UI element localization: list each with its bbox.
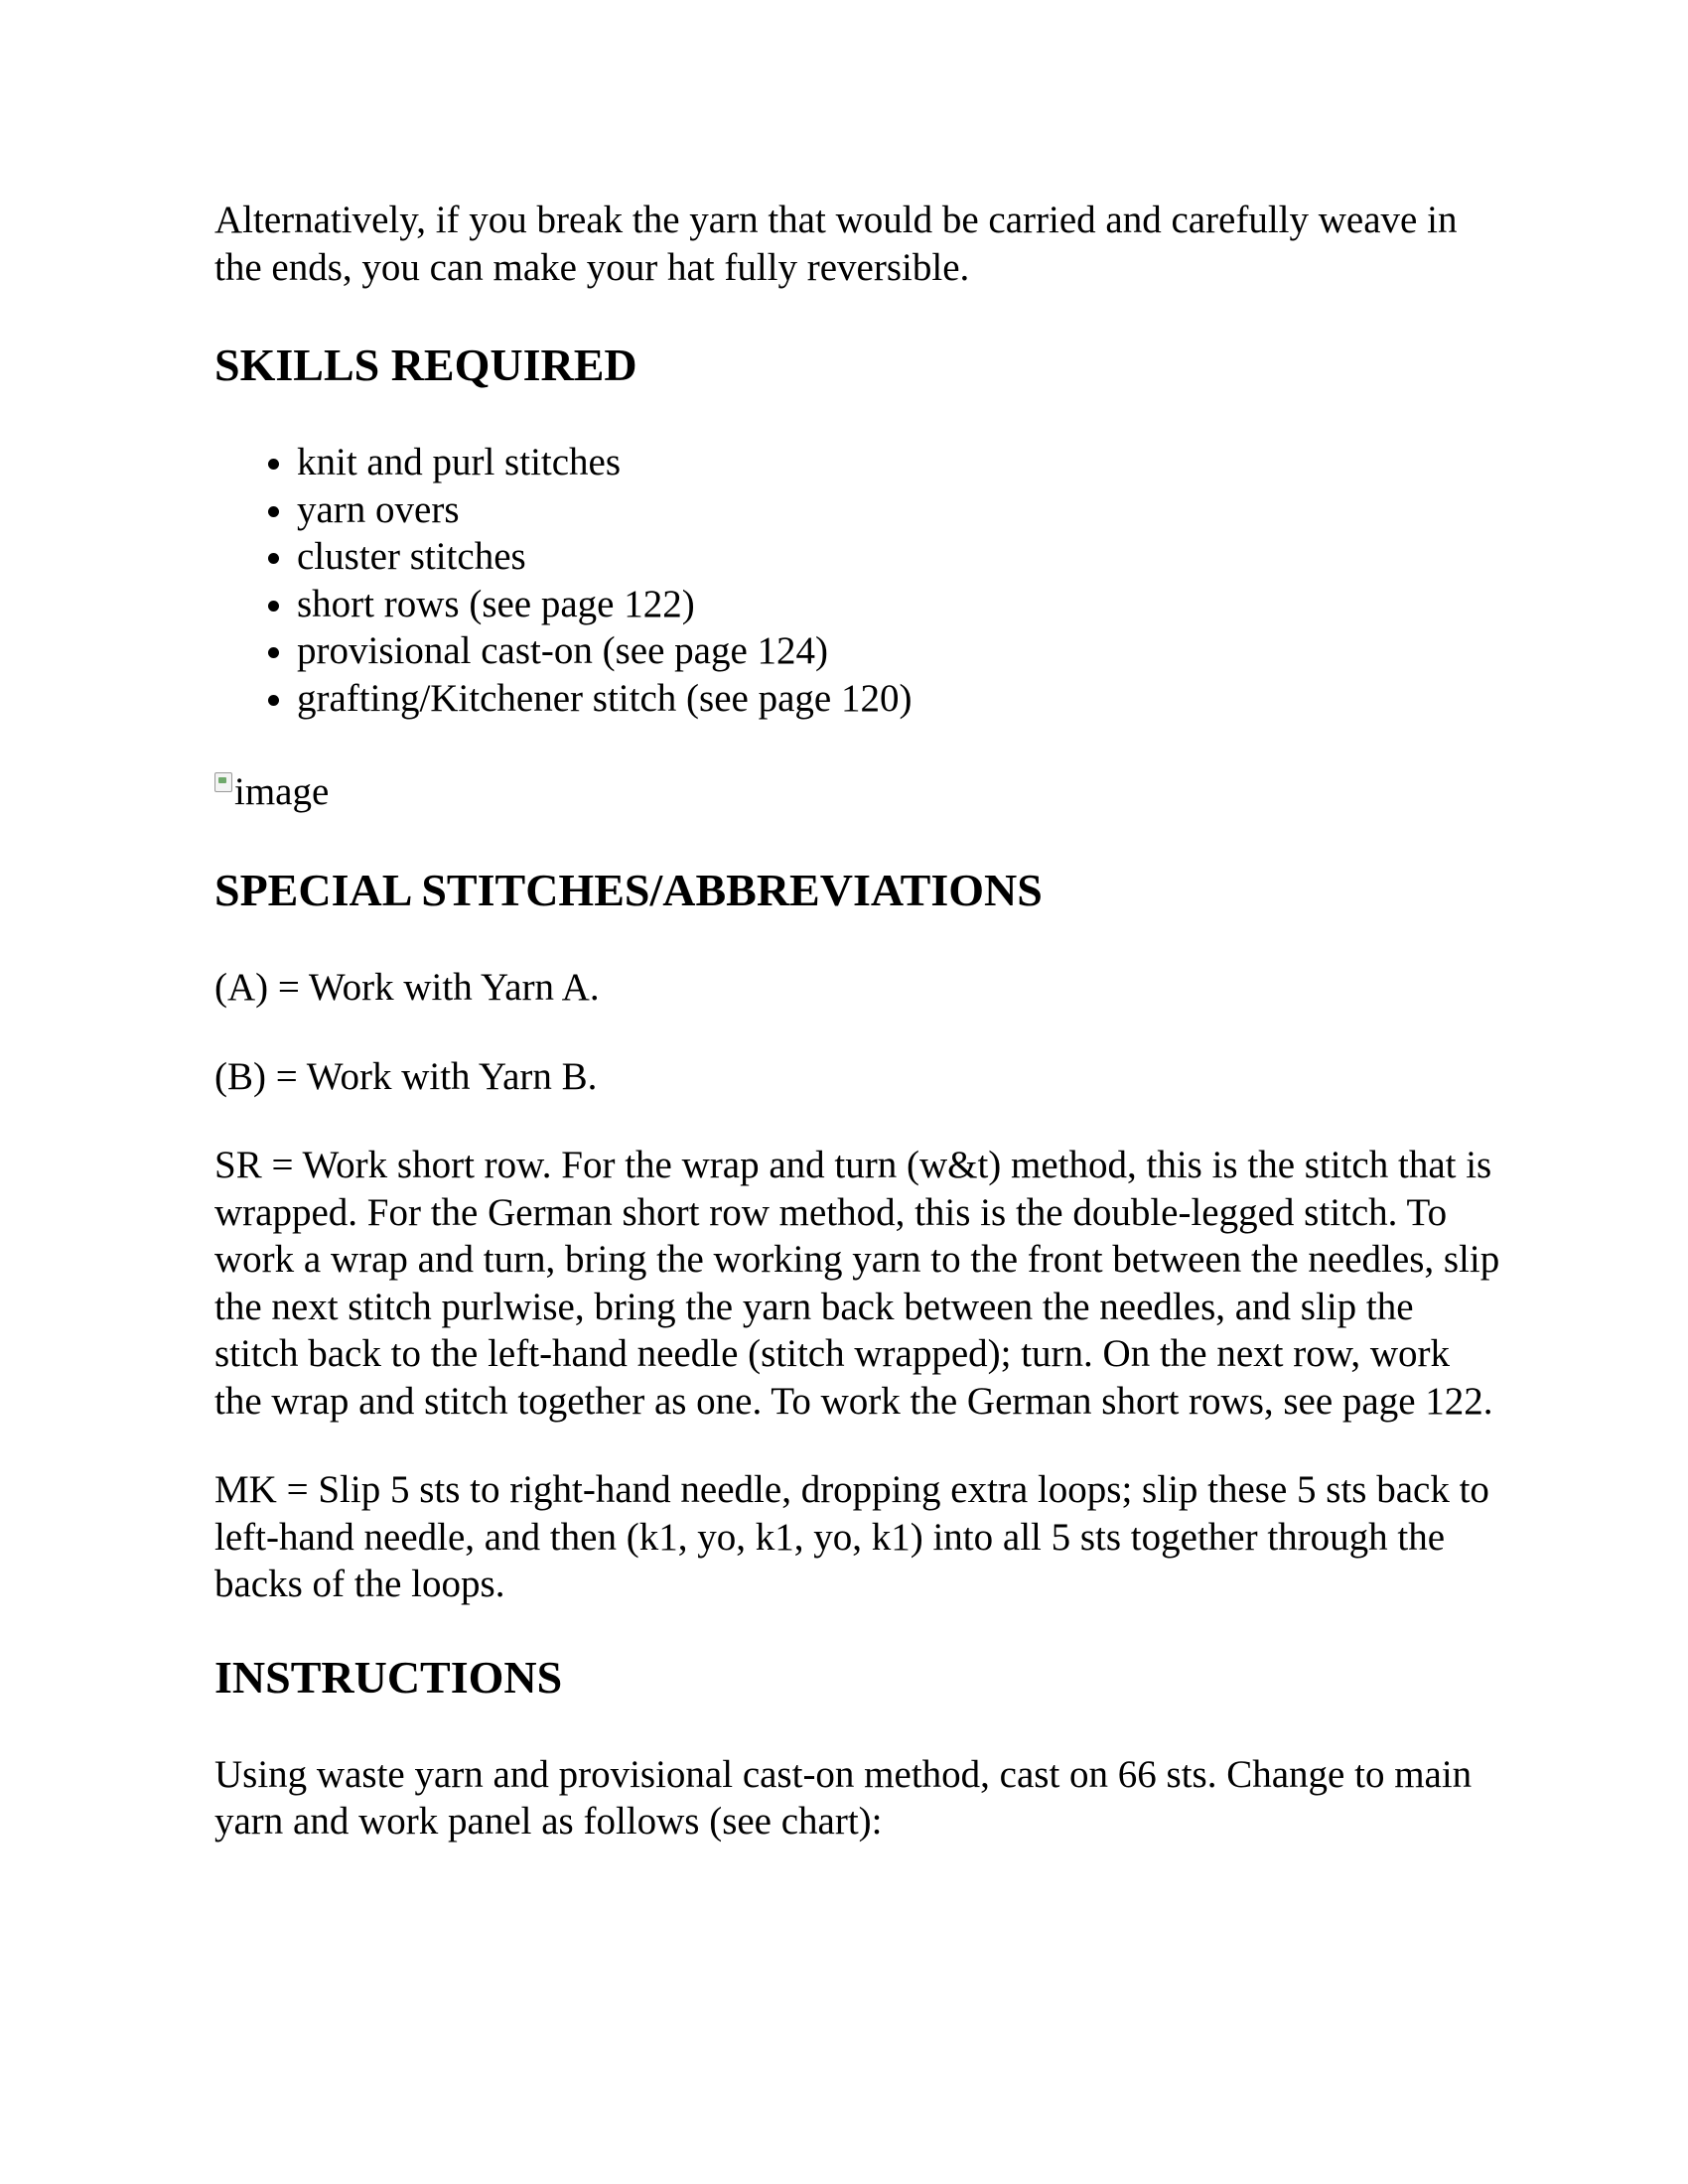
- skills-list: [214, 439, 1505, 722]
- list-item: • yarn overs: [297, 486, 1505, 534]
- list-item: • cluster stitches: [297, 533, 1505, 581]
- abbreviation-mk: MK = Slip 5 sts to right-hand needle, dropping extra loops; slip these 5 sts back to left-hand needle, and then (k1, yo, k1, yo, k1) into all 5 sts together through the backs of the loops.: [214, 1468, 1489, 1605]
- instructions-paragraph: Using waste yarn and provisional cast-on method, cast on 66 sts. Change to main yarn and work panel as follows (see chart):: [214, 1752, 1473, 1843]
- list-item: • knit and purl stitches: [297, 439, 1505, 486]
- special-stitches-heading: SPECIAL STITCHES/ABBREVIATIONS: [214, 865, 1043, 915]
- broken-image: [214, 768, 1505, 815]
- intro-paragraph: Alternatively, if you break the yarn that would be carried and carefully weave in the ends, you can make your hat fully reversible.: [214, 199, 1458, 289]
- list-item: • provisional cast-on (see page 124): [297, 627, 1505, 675]
- skills-heading: SKILLS REQUIRED: [214, 340, 637, 390]
- abbreviation-yarn-b: (B) = Work with Yarn B.: [214, 1054, 598, 1098]
- list-item: • grafting/Kitchener stitch (see page 120): [297, 675, 1505, 723]
- image-alt-text: image: [234, 769, 330, 813]
- document-page: [214, 197, 1505, 1845]
- broken-image-icon: [214, 772, 232, 792]
- list-item: • short rows (see page 122): [297, 581, 1505, 628]
- abbreviation-yarn-a: (A) = Work with Yarn A.: [214, 966, 600, 1009]
- abbreviation-short-row: SR = Work short row. For the wrap and turn (w&t) method, this is the stitch that is wrapped. For the German short row method, this is the double-legged stitch. To work a wrap and turn, bring the working yarn to the front between the needles, slip the next stitch purlwise, bring the yarn back between the needles, and slip the stitch back to the left-hand needle (stitch wrapped); turn. On the next row, work the wrap and stitch together as one. To work the German short rows, see page 122.: [214, 1144, 1500, 1423]
- instructions-heading: INSTRUCTIONS: [214, 1651, 563, 1703]
